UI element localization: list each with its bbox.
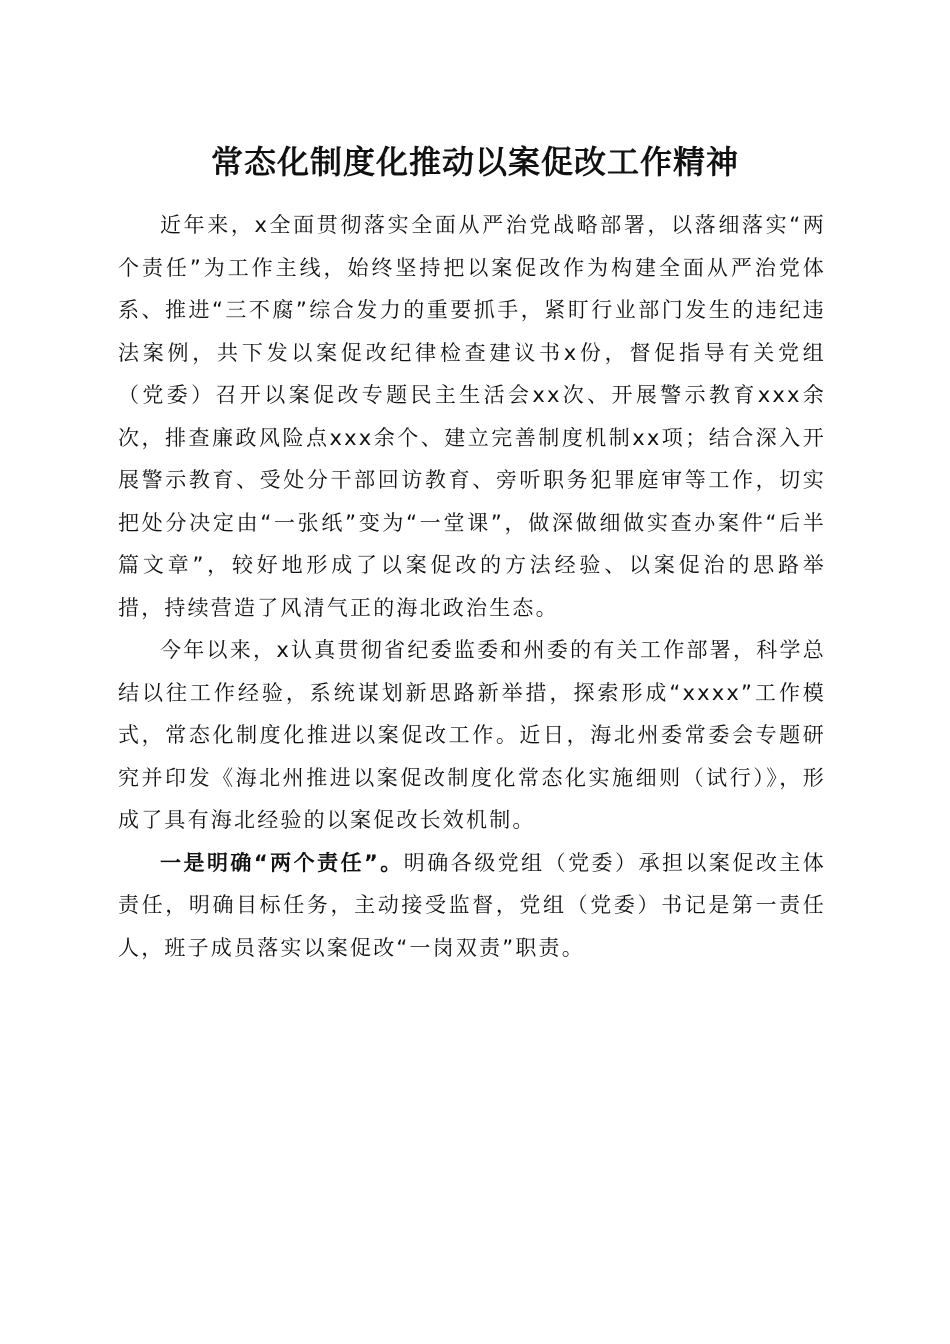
- document-title: 常态化制度化推动以案促改工作精神: [210, 143, 739, 181]
- paragraph-2: [118, 629, 826, 842]
- document-body: [118, 204, 826, 969]
- paragraph-2-text: 今年以来，x认真贯彻省纪委监委和州委的有关工作部署，科学总结以往工作经验，系统谋划新思路新举措，探索形成“xxxx”工作模式，常态化制度化推进以案促改工作。近日，海北州委常委会专题研究并印发《海北州推进以案促改制度化常态化实施细则（试行）》，形成了具有海北经验的以案促改长效机制。: [118, 638, 826, 832]
- paragraph-1-text: 近年来，x全面贯彻落实全面从严治党战略部署，以落细落实“两个责任”为工作主线，始终坚持把以案促改作为构建全面从严治党体系、推进“三不腐”综合发力的重要抓手，紧盯行业部门发生的违纪违法案例，共下发以案促改纪律检查建议书x份，督促指导有关党组（党委）召开以案促改专题民主生活会xx次、开展警示教育xxx余次，排查廉政风险点xxx余个、建立完善制度机制xx项；结合深入开展警示教育、受处分干部回访教育、旁听职务犯罪庭审等工作，切实把处分决定由“一张纸”变为“一堂课”，做深做细做实查办案件“后半篇文章”，较好地形成了以案促改的方法经验、以案促治的思路举措，持续营造了风清气正的海北政治生态。: [118, 213, 826, 620]
- paragraph-3-lead: 一是明确“两个责任”。: [160, 850, 404, 875]
- paragraph-3: [118, 842, 826, 970]
- paragraph-3-text: 明确各级党组（党委）承担以案促改主体责任，明确目标任务，主动接受监督，党组（党委）书记是第一责任人，班子成员落实以案促改“一岗双责”职责。: [118, 850, 826, 960]
- paragraph-1: [118, 204, 826, 629]
